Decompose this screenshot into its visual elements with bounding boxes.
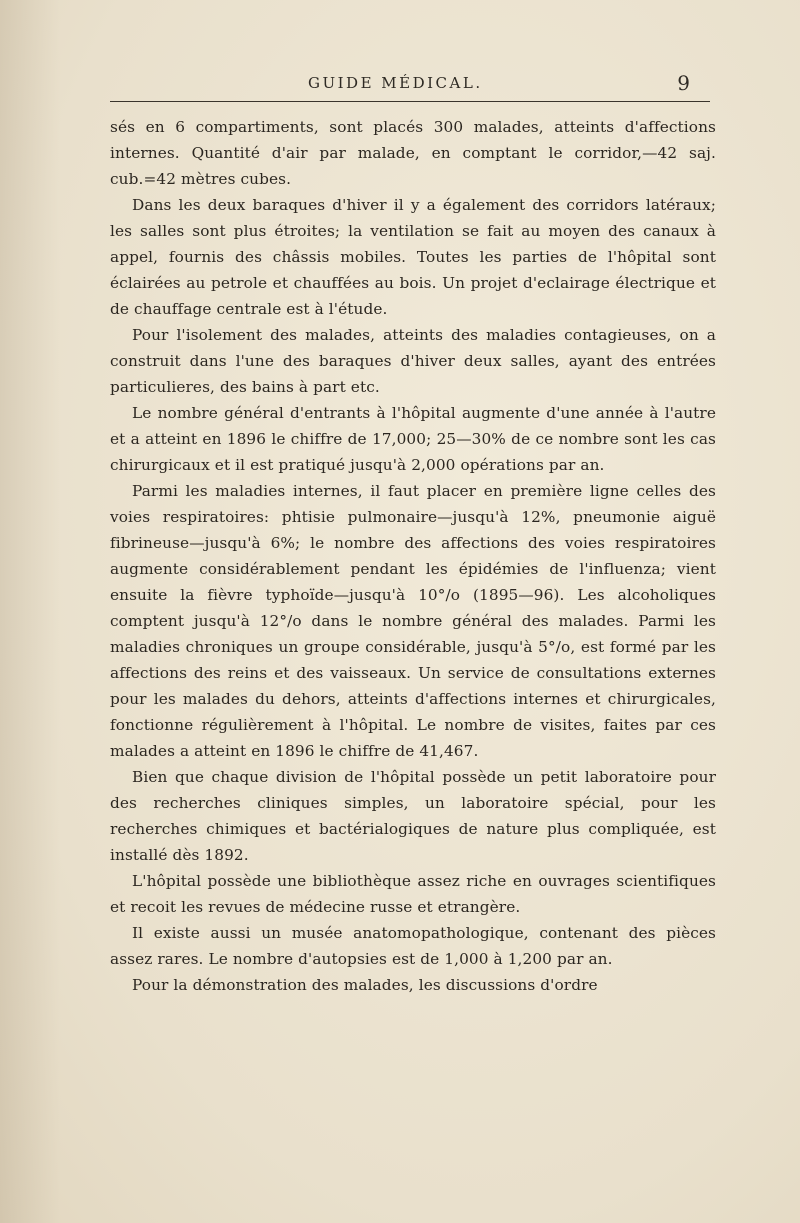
paragraph-museum: Il existe aussi un musée anatomopathologique, contenant des pièces assez rares. Le nombre d'autopsies est de 1,000 à 1,200 par an.	[110, 924, 716, 968]
paragraph-isolation: Pour l'isolement des malades, atteints des maladies contagieuses, on a construit dans l'une des baraques d'hiver deux salles, ayant des entrées particulieres, des bains à part etc.	[110, 326, 716, 396]
header-rule	[110, 101, 710, 102]
paragraph-admissions: Le nombre général d'entrants à l'hôpital augmente d'une année à l'autre et a atteint en 1896 le chiffre de 17,000; 25—30% de ce nombre sont les cas chirurgicaux et il est pratiqué jusqu'à 2,000 opérations par an.	[110, 404, 716, 474]
paragraph-internal-diseases: Parmi les maladies internes, il faut placer en première ligne celles des voies respiratoires: phtisie pulmonaire—jusqu'à 12%, pneumonie aiguë fibrineuse—jusqu'à 6%; le nombre des affections des voies respiratoires augmente considérablement pendant les épidémies de l'influenza; vient ensuite la fièvre typhoïde—jusqu'à 10°/o (1895—96). Les alcoholiques comptent jusqu'à 12°/o dans le nombre général des malades. Parmi les maladies chroniques un groupe considérable, jusqu'à 5°/o, est formé par les affections des reins et des vaisseaux. Un service de consultations externes pour les malades du dehors, atteints d'affections internes et chirurgicales, fonctionne régulièrement à l'hôpital. Le nombre de visites, faites par ces malades a atteint en 1896 le chiffre de 41,467.	[110, 482, 716, 760]
paragraph-continuation: sés en 6 compartiments, sont placés 300 malades, atteints d'affections internes. Quantité d'air par malade, en comptant le corridor,—42 saj. cub.=42 mètres cubes.	[110, 118, 716, 188]
paragraph-demonstration: Pour la démonstration des malades, les discussions d'ordre	[132, 976, 598, 994]
page-header	[250, 71, 700, 98]
paragraph-library: L'hôpital possède une bibliothèque assez riche en ouvrages scientifiques et recoit les revues de médecine russe et etrangère.	[110, 872, 716, 916]
page-number: 9	[677, 71, 690, 95]
body-text	[110, 114, 716, 998]
paragraph-winter-barracks: Dans les deux baraques d'hiver il y a également des corridors latéraux; les salles sont plus étroites; la ventilation se fait au moyen des canaux à appel, fournis des châssis mobiles. Toutes les parties de l'hôpital sont éclairées au petrole et chauffées au bois. Un projet d'eclairage électrique et de chauffage centrale est à l'étude.	[110, 196, 716, 318]
paragraph-laboratory: Bien que chaque division de l'hôpital possède un petit laboratoire pour des recherches cliniques simples, un laboratoire spécial, pour les recherches chimiques et bactérialogiques de nature plus compliquée, est installé dès 1892.	[110, 768, 716, 864]
running-title: GUIDE MÉDICAL.	[308, 74, 483, 92]
